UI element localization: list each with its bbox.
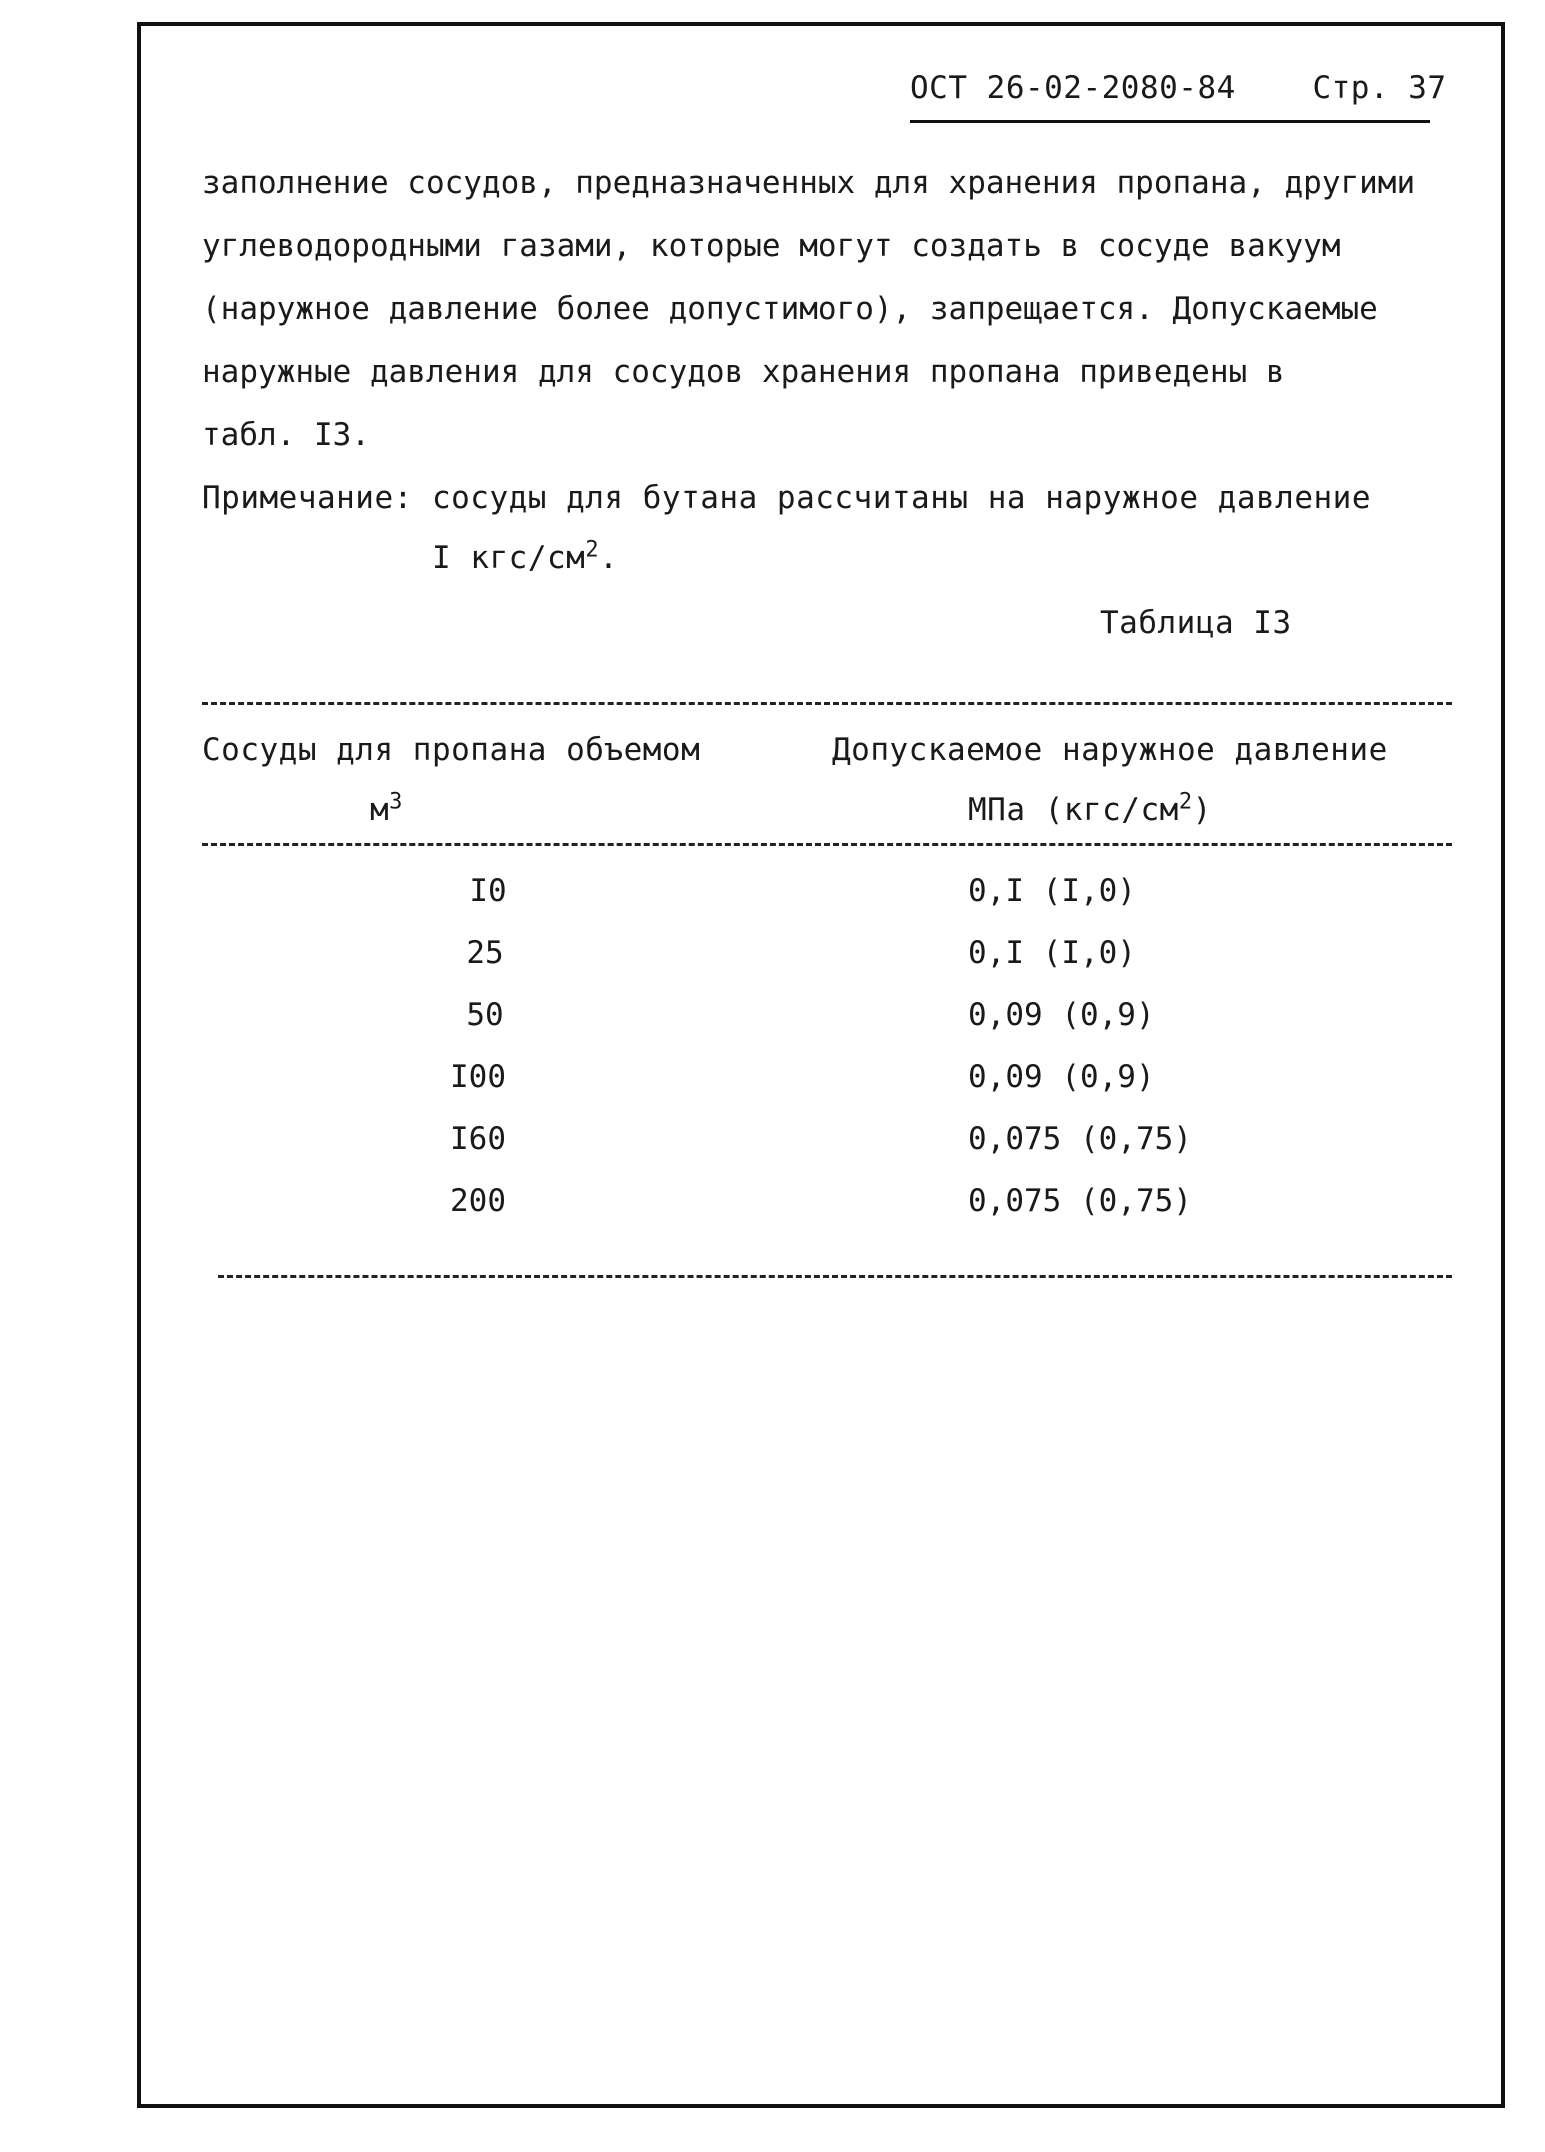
volume-unit: м [370,792,390,828]
volume-cell: 50 [466,997,504,1033]
paragraph-line-5: табл. I3. [202,417,370,453]
note-period: . [599,540,619,576]
note-line-2 [432,537,619,576]
column-header-pressure: Допускаемое наружное давление [832,732,1388,768]
note-unit-exponent: 2 [585,537,600,563]
column-header-volume-unit [370,789,403,828]
header-underline [910,120,1430,123]
document-header [910,70,1447,106]
paragraph-line-4: наружные давления для сосудов хранения пропана приведены в [202,354,1285,390]
table-top-rule [202,702,1452,705]
column-header-pressure-unit [968,789,1212,828]
pressure-unit-exponent: 2 [1178,789,1193,815]
pressure-cell: 0,I (I,0) [968,935,1136,971]
pressure-cell: 0,I (I,0) [968,873,1136,909]
pressure-unit: МПа (кгс/см [968,792,1179,828]
volume-cell: I00 [450,1059,506,1095]
pressure-cell: 0,09 (0,9) [968,997,1155,1033]
paragraph-line-2: углеводородными газами, которые могут создать в сосуде вакуум [202,228,1341,264]
volume-cell: I0 [469,873,507,909]
column-header-volume: Сосуды для пропана объемом [202,732,701,768]
note-unit: I кгс/см [432,540,586,576]
pressure-cell: 0,075 (0,75) [968,1121,1192,1157]
note-line-1: Примечание: сосуды для бутана рассчитаны на наружное давление [202,480,1371,516]
pressure-cell: 0,075 (0,75) [968,1183,1192,1219]
volume-cell: 25 [466,935,504,971]
volume-cell: I60 [450,1121,506,1157]
volume-cell: 200 [450,1183,506,1219]
pressure-unit-close: ) [1192,792,1212,828]
page-number: Стр. 37 [1312,70,1447,106]
paragraph-line-3: (наружное давление более допустимого), запрещается. Допускаемые [202,291,1378,327]
paragraph-line-1: заполнение сосудов, предназначенных для хранения пропана, другими [202,165,1416,201]
table-bottom-rule [218,1275,1452,1278]
volume-unit-exponent: 3 [389,789,403,815]
pressure-cell: 0,09 (0,9) [968,1059,1155,1095]
table-header-rule [202,843,1452,846]
doc-code: ОСТ 26-02-2080-84 [910,70,1236,106]
page-border [137,22,1505,2108]
table-caption: Таблица I3 [1100,605,1292,641]
